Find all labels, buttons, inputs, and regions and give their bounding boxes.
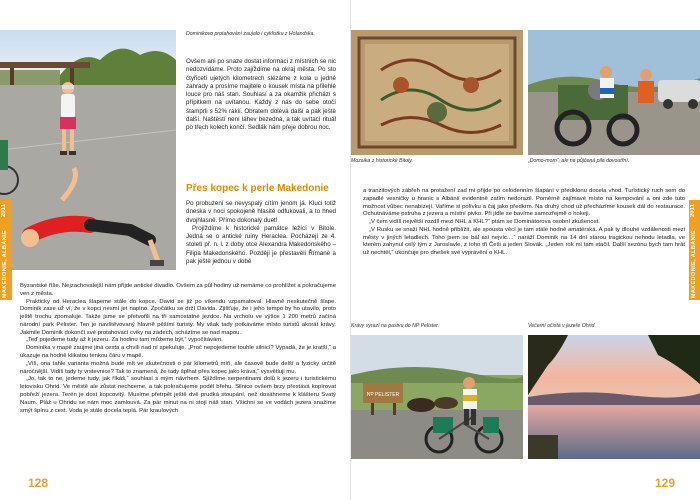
section-paragraph: Projíždíme k historické památce ležící v Bitole. Jedná se o antické ruiny Heraclea. Pocházejí ze 4. století př. n. l. z doby otce Alexandra Makedonského – Filipa Makedonského. Později je přestavěli Římané a pak ještě jednou v době — [186, 224, 336, 266]
sunset-lake-photo — [528, 335, 700, 459]
cows-caption: Krávy vyrazí na pastvu do NP Pelister. — [351, 323, 440, 329]
mosaic-photo — [351, 30, 523, 155]
cyclist-stretching-photo — [0, 30, 176, 270]
side-tab-year: 2011 — [690, 204, 696, 218]
side-tab-year: 2011 — [1, 204, 7, 218]
body-paragraph: „V Rusku se snaží NHL hodně přiblížit, ale spousta věcí je tam stále hodně amatérská. A pak ty dlouhé vzdálenosti mezi městy v jiných letadlech. Toho jsem se bál asi nejvíc....“ naráží Dominik na 14 dní starou tragickou nehodu letadla, ve kterém zahynul celý tým z Jaroslavle, z toho tři Češi a jeden Slovák. „Jeden rok mi tam stačil. Další sezónu bych tam hrát už nechtěl,“ ukončuje pro dnešek své vyprávění o KHL. — [363, 226, 685, 257]
tractor-caption: „Domo-mom“, ale na půjčená pila dovoutřní. — [528, 158, 630, 164]
right-text-block — [363, 188, 685, 258]
body-paragraph: „Víš, ona tahle varianta možná bude mít ve skutečnosti o pár kilometrů míň, ale časově bude delší a fyzicky určitě náročnější. Vidíš tady ty vrstevnice? Tak to znamená, že tady šplhat přes kopec jako kráva,“ vysvětluji mu. — [20, 360, 336, 375]
body-paragraph: „Teď pojedeme tudy až k jezeru. Za hodinu tam můžeme být,“ vypočítávám. — [26, 337, 223, 344]
park-sign-text: NP PELISTER — [366, 392, 400, 398]
side-tab-label: MAKEDONIE, ALBÁNIE — [2, 230, 8, 299]
section-paragraph: Po probuzení se nevyspalý cítím jenom já. Kluci totiž dneska v noci spokojeně hlasitě odfukovali, a to hned dvojhlasně. Přímo dokonalý duet! — [186, 200, 336, 224]
section-heading: Přes kopec k perle Makedonie — [186, 183, 329, 194]
sunset-caption: Večerní očista v jezeře Ohrid. — [528, 323, 596, 329]
right-side-tab — [689, 200, 700, 300]
body-paragraph: Dominika v mapě zaujme jiná cesta a chvíli nad ní spekuluje. „Proč nepojedeme touhle silnicí? Vypadá, že je kratší,“ a ukazuje na hodně klikatou tenkou čáru v mapě. — [20, 345, 336, 360]
body-paragraph: „V čem vidíš největší rozdíl mezi NHL a KHL?“ ptám se Dominátorova osobní zkušenost. — [369, 219, 600, 226]
intro-text-column — [186, 58, 336, 133]
photo-caption: Dominikovo protahování zaujalo i cyklistku z Holandska. — [186, 31, 315, 37]
side-tab-label: MAKEDONIE, ALBÁNIE — [691, 230, 697, 299]
section-text-column — [186, 200, 336, 266]
body-paragraph: „Jo, tak to ne, jedeme tudy, jak říkáš,“ souhlasí s mým návrhem. Sjíždíme serpentinami dolů k jezeru i turistickému letovisku Ohrid. Ve městě ale zůstat nechceme, a tak pokračujeme podél břehu. Silnice ovšem brzy přestává kopírovat pobřeží jezera. Terén je dost kopcovitý. Musíme přetrpět ještě dvě prudká stoupání, než dosáhneme k klášteru Svatý Naum. Pláž u Ohridu se nám moc zamlouvá. Za pár minut na ni stojí náš stan. Všichni se ve vodách jezera snažíme smýt špínu z cest. Voda je stále docela teplá. Pár kraulových — [20, 376, 336, 414]
body-paragraph: Prakticky od Heraclea šlapeme stále do kopce. David se již po víkendu vzpamatoval. Hlavně neskutečně šlape. Dominik zase už ví, že v kopci nesmí jet naplno. Zpočátku se drží Davida. Zjišťuje, že i jeho tempo by ho utavilo, proto ještě trochu zpomaluje. Takže jsme se přetvořili na tři samostatné jezdce. Na vrcholu ve výšce 1 200 metrů začíná národní park Pelister. Ten je navštěvovaný hlavně pěšími turisty. My však tady potkáváme místo turistů akorát krávy. Jakmile Dominik dokončí své protahovací cviky na zádech, scházíme se nad mapou. — [20, 298, 336, 336]
cows-cyclist-photo — [351, 335, 523, 459]
body-paragraph: a tranzitových zábřeh na protažení zad mi přijde po celodenním šlapání v předklonu docela vhod. Turistický ruch sem do zapadlé vesničky u hranic s Albánií evidentně zatím nedorazil. Poměrně zajímavé místo na kempování a oni zde tuto možnost vůbec nenabízejí. Vaříme si polívku a čaj jako předkrm. Na druhý chod už přecházíme kousek dál do restaurace. Ochutnáváme pstruha z jezera a místní pivko. Při jídle se bavíme samozřejmě o hokeji. — [363, 188, 685, 218]
intro-paragraph: Ovšem ani po snaze dostat informaci z místních se nic nedozvídáme. Proto zajíždíme na okraj města. Po sto čtyřiceti ujetých kilometrech slézáme z kola u jedné zahrady a prosíme majitele o kousek místa na přilehlé louce pro náš stan. Souhlasí a za okamžik přichází s přípitkem na uvítanou. Každý z nás do sebe otočí štamprli s 52% rakií. Obratem dolévá další a pak ještě další. Naštěstí není láhev bezedná, a tak uvítací rituál po třech kolech končí. Sedlák nám přeje dobrou noc. — [186, 58, 336, 132]
page-number: 128 — [28, 476, 49, 490]
left-side-tab — [0, 200, 12, 300]
mosaic-caption: Mozaika z historické Bitoly. — [351, 158, 413, 164]
page-number: 129 — [654, 476, 675, 490]
right-page — [350, 0, 700, 500]
body-paragraph: Byzantské říše. Nejzachovalejší nám přijde antické divadlo. Ovšem za půl hodiny už nemáme co prohlížet a pokračujeme ven z města. — [20, 283, 336, 297]
tractor-photo — [528, 30, 700, 155]
full-width-text — [20, 283, 336, 415]
